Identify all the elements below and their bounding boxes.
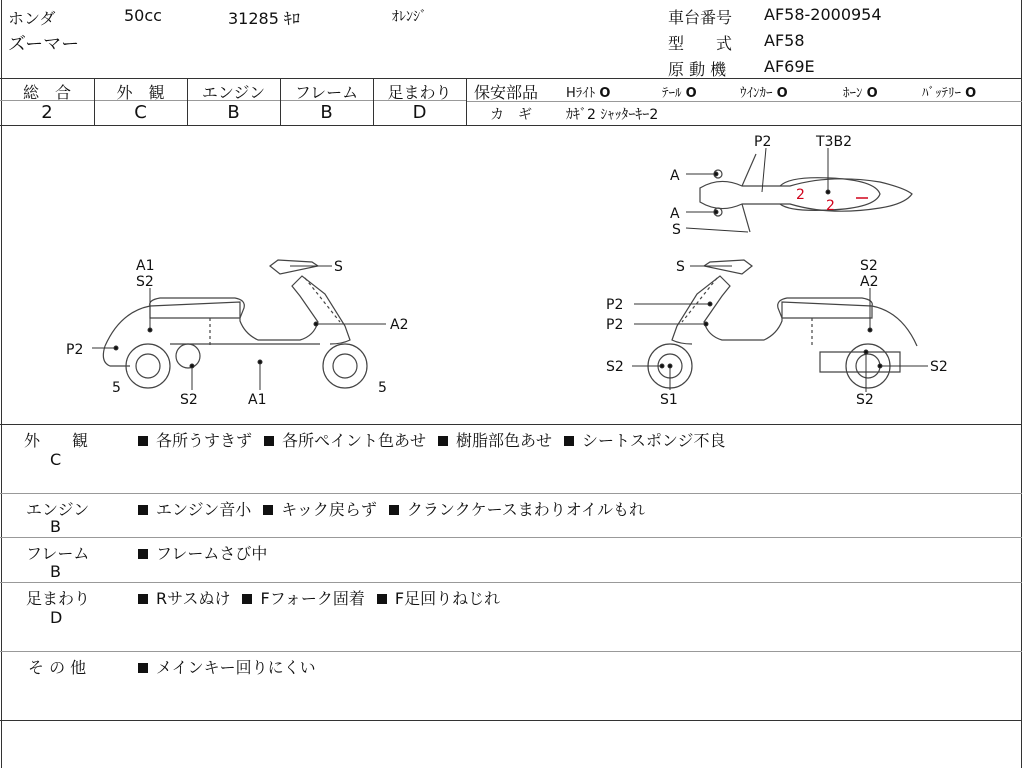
comment-engine-items: エンジン音小 キック戻らず クランクケースまわりオイルもれ (138, 497, 657, 520)
left-label-a1: A1 (136, 258, 155, 274)
right-label-s1: S1 (660, 392, 678, 408)
grade-frame-value: B (320, 102, 333, 123)
comment-other-label: そ の 他 (28, 658, 87, 677)
top-label-a-2: A (670, 206, 680, 222)
left-label-s2-bottom: S2 (180, 392, 198, 408)
grade-top-line (0, 78, 1022, 79)
left-label-p2: P2 (66, 342, 84, 358)
top-label-s: S (672, 222, 681, 238)
comment-sep-3 (0, 582, 1022, 583)
type-label: 型 式 (668, 34, 733, 53)
comments-top-line (0, 424, 1022, 425)
comment-suspension-grade: D (50, 608, 63, 627)
grade-frame-label: フレーム (294, 83, 359, 102)
right-label-p2-1: P2 (606, 297, 624, 313)
key-label: カ ギ (490, 107, 532, 123)
left-label-s: S (334, 259, 343, 275)
grade-exterior-value: C (134, 102, 147, 123)
red-mark-2: 2 (826, 198, 835, 214)
red-mark-1: 2 (796, 187, 805, 203)
comment-other-items: メインキー回りにくい (138, 655, 328, 678)
comment-engine-label: エンジン (26, 500, 90, 519)
mileage: 31285 ｷﾛ (228, 9, 300, 28)
comment-frame-label: フレーム (26, 544, 90, 563)
maker: ホンダ (8, 9, 56, 28)
safety-tail: ﾃｰﾙ O (662, 86, 697, 101)
right-label-s: S (676, 259, 685, 275)
left-label-a1-bottom: A1 (248, 392, 267, 408)
right-label-s2-bottom: S2 (856, 392, 874, 408)
grade-engine-value: B (227, 102, 240, 123)
safety-label: 保安部品 (474, 83, 539, 102)
safety-winker: ｳｲﾝｶｰ O (740, 86, 788, 101)
top-label-p2: P2 (754, 134, 772, 150)
safety-battery: ﾊﾞｯﾃﾘｰ O (922, 86, 977, 101)
left-label-5-rear: 5 (378, 380, 387, 396)
top-label-a-1: A (670, 168, 680, 184)
body-color: ｵﾚﾝｼﾞ (392, 9, 427, 25)
grade-overall-label: 総 合 (22, 83, 71, 102)
comment-exterior-items: 各所うすきず 各所ペイント色あせ 樹脂部色あせ シートスポンジ不良 (138, 428, 738, 451)
engine-label: 原 動 機 (668, 60, 727, 79)
grade-engine-label: エンジン (201, 83, 266, 102)
comment-suspension-label: 足まわり (26, 589, 91, 608)
right-label-a2: A2 (860, 274, 879, 290)
model-name: ズーマー (8, 34, 80, 55)
comment-sep-4 (0, 651, 1022, 652)
comments-bottom-line (0, 720, 1022, 721)
frame-no: AF58-2000954 (764, 5, 882, 24)
right-label-s2-front: S2 (606, 359, 624, 375)
comment-sep-1 (0, 493, 1022, 494)
grade-overall-value: 2 (41, 102, 53, 123)
left-label-5-front: 5 (112, 380, 121, 396)
safety-mid-line (466, 101, 1022, 102)
comment-suspension-items: Rサスぬけ Fフォーク固着 F足回りねじれ (138, 586, 512, 609)
grade-sep-5 (466, 78, 467, 125)
left-label-s2: S2 (136, 274, 154, 290)
top-label-t3b2: T3B2 (816, 134, 852, 150)
comment-sep-2 (0, 537, 1022, 538)
comment-frame-items: フレームさび中 (138, 541, 279, 564)
engine-value: AF69E (764, 57, 815, 76)
right-label-s2: S2 (860, 258, 878, 274)
comment-engine-grade: B (50, 517, 61, 536)
right-label-p2-2: P2 (606, 317, 624, 333)
displacement: 50cc (124, 6, 162, 25)
grade-exterior-label: 外 観 (116, 83, 165, 102)
grade-suspension-label: 足まわり (387, 83, 452, 102)
left-label-a2: A2 (390, 317, 409, 333)
comment-exterior-label: 外 観 (24, 431, 89, 450)
grade-suspension-value: D (412, 102, 427, 123)
frame-no-label: 車台番号 (668, 8, 733, 27)
damage-diagram (0, 126, 1022, 424)
key-value: ｶｷﾞ2 ｼｬｯﾀｰｷｰ2 (566, 107, 659, 123)
type-value: AF58 (764, 31, 805, 50)
right-label-s2-rear: S2 (930, 359, 948, 375)
safety-horn: ﾎｰﾝ O (843, 86, 878, 101)
comment-frame-grade: B (50, 562, 61, 581)
comment-exterior-grade: C (50, 450, 62, 469)
safety-headlight: Hﾗｲﾄ O (566, 86, 611, 101)
